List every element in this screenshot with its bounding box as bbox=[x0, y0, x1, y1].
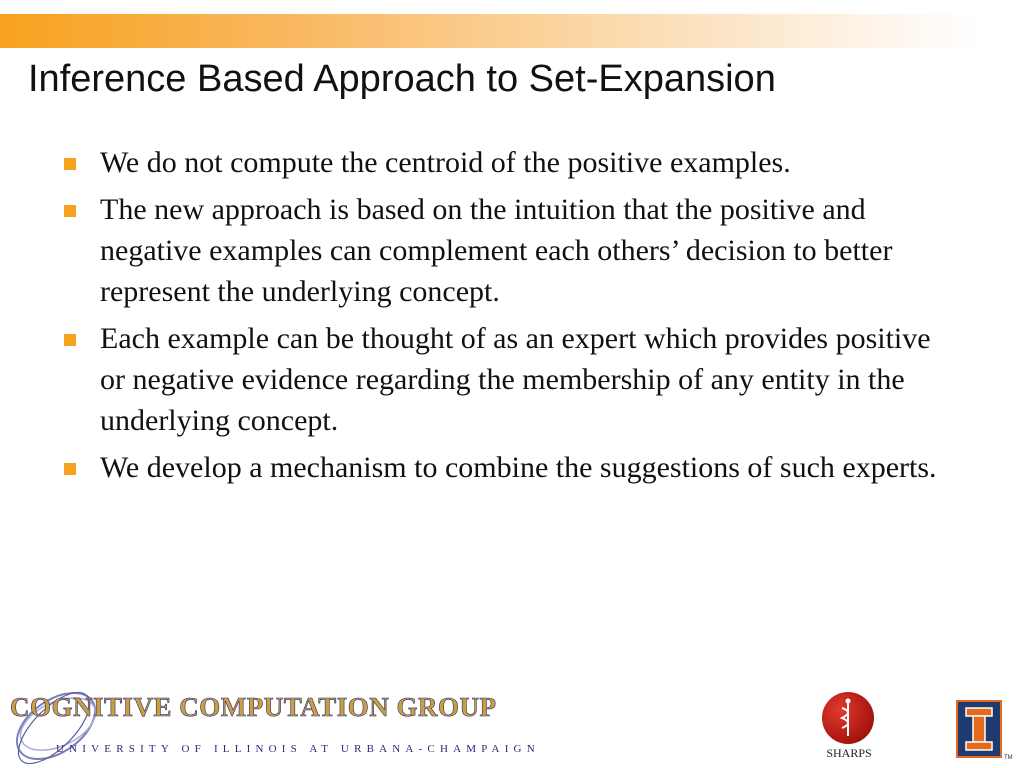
square-bullet-icon bbox=[64, 334, 76, 346]
square-bullet-icon bbox=[64, 158, 76, 170]
bullet-item bbox=[62, 189, 962, 312]
bullet-item bbox=[62, 142, 962, 183]
sharps-label: SHARPS bbox=[826, 746, 872, 760]
square-bullet-icon bbox=[64, 205, 76, 217]
block-i-icon bbox=[958, 702, 1000, 756]
bullet-text: The new approach is based on the intuition that the positive and negative examples can complement each others’ decision to better represent the underlying concept. bbox=[100, 193, 893, 308]
logo-title: COGNITIVE COMPUTATION GROUP bbox=[10, 692, 497, 722]
bullet-text: Each example can be thought of as an expert which provides positive or negative evidence regarding the membership of any entity in the underlying concept. bbox=[100, 322, 931, 437]
bullet-item bbox=[62, 447, 962, 488]
bullet-item bbox=[62, 318, 962, 441]
university-block-i-logo bbox=[956, 700, 1002, 758]
header-accent-bar bbox=[0, 14, 980, 48]
bullet-text: We develop a mechanism to combine the suggestions of such experts. bbox=[100, 451, 937, 484]
trademark-mark: TM bbox=[1004, 755, 1013, 761]
sharps-logo bbox=[818, 692, 880, 762]
logo-subtitle: UNIVERSITY OF ILLINOIS AT URBANA-CHAMPAIGN bbox=[56, 743, 540, 755]
caduceus-icon bbox=[822, 692, 874, 744]
bullet-list bbox=[62, 142, 962, 494]
slide-title: Inference Based Approach to Set-Expansion bbox=[28, 58, 776, 100]
square-bullet-icon bbox=[64, 463, 76, 475]
cognitive-computation-group-logo bbox=[0, 680, 540, 768]
bullet-text: We do not compute the centroid of the positive examples. bbox=[100, 146, 791, 179]
